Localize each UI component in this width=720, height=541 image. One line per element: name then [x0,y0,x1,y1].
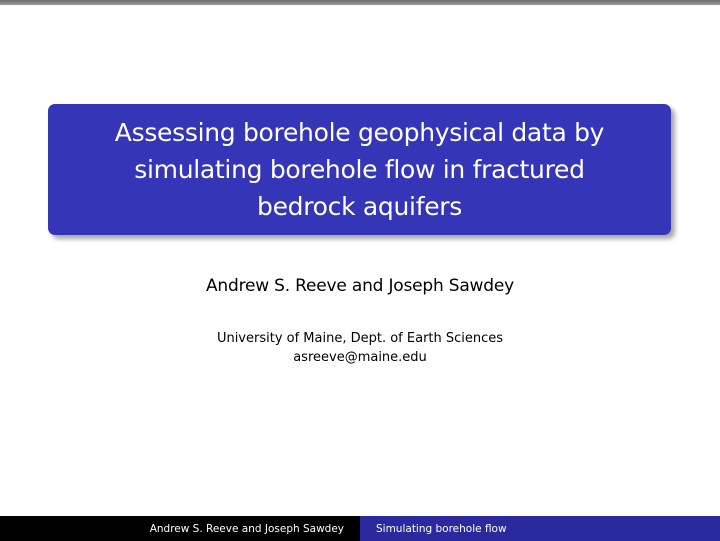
footer-bar [0,516,720,541]
slide-title: Assessing borehole geophysical data by simulating borehole flow in fractured bedrock aquifers [114,118,605,221]
footer-title-text: Simulating borehole flow [376,522,507,535]
title-block [48,104,671,235]
author-line: Andrew S. Reeve and Joseph Sawdey [206,276,514,296]
footer-author-text: Andrew S. Reeve and Joseph Sawdey [149,522,344,535]
footer-title [360,516,720,541]
affiliation-block [0,329,720,367]
email-line: asreeve@maine.edu [293,350,427,365]
footer-author [0,516,360,541]
institute-line: University of Maine, Dept. of Earth Sciences [216,331,504,346]
top-border-bar [0,0,720,5]
